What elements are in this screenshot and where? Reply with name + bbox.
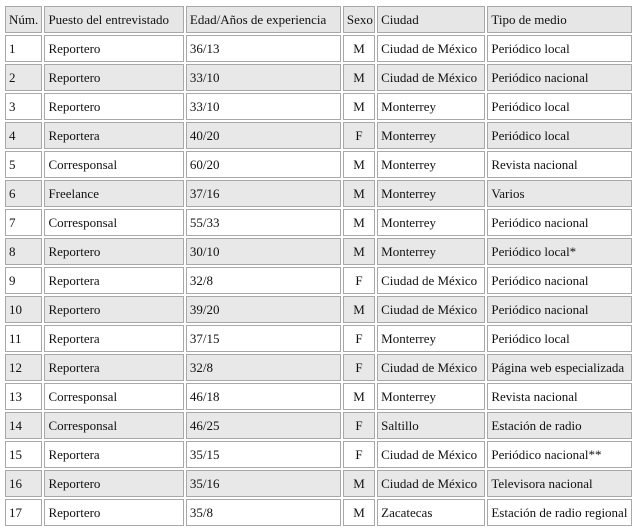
cell-puesto: Reportera — [44, 441, 183, 468]
cell-edad: 35/8 — [186, 499, 341, 526]
cell-tipo: Revista nacional — [487, 151, 632, 178]
cell-tipo: Estación de radio regional — [487, 499, 632, 526]
cell-tipo: Periódico local — [487, 93, 632, 120]
header-num: Núm. — [5, 6, 42, 33]
header-tipo: Tipo de medio — [487, 6, 632, 33]
cell-ciudad: Ciudad de México — [377, 470, 485, 497]
table-row — [5, 383, 632, 410]
table-row — [5, 151, 632, 178]
cell-sexo: M — [343, 180, 375, 207]
cell-num: 1 — [5, 35, 42, 62]
header-puesto: Puesto del entrevistado — [44, 6, 183, 33]
cell-edad: 36/13 — [186, 35, 341, 62]
cell-edad: 46/18 — [186, 383, 341, 410]
cell-num: 16 — [5, 470, 42, 497]
cell-ciudad: Ciudad de México — [377, 267, 485, 294]
cell-edad: 35/16 — [186, 470, 341, 497]
cell-tipo: Página web especializada — [487, 354, 632, 381]
cell-num: 8 — [5, 238, 42, 265]
cell-num: 12 — [5, 354, 42, 381]
cell-ciudad: Zacatecas — [377, 499, 485, 526]
table-row — [5, 209, 632, 236]
cell-num: 2 — [5, 64, 42, 91]
cell-sexo: M — [343, 209, 375, 236]
table-row — [5, 180, 632, 207]
cell-puesto: Reportera — [44, 267, 183, 294]
cell-edad: 40/20 — [186, 122, 341, 149]
cell-ciudad: Monterrey — [377, 151, 485, 178]
table-row — [5, 354, 632, 381]
table-row — [5, 412, 632, 439]
cell-sexo: M — [343, 93, 375, 120]
cell-num: 5 — [5, 151, 42, 178]
cell-puesto: Reportero — [44, 296, 183, 323]
cell-tipo: Periódico nacional — [487, 267, 632, 294]
cell-num: 13 — [5, 383, 42, 410]
cell-sexo: F — [343, 412, 375, 439]
cell-ciudad: Monterrey — [377, 93, 485, 120]
cell-edad: 55/33 — [186, 209, 341, 236]
cell-puesto: Reportera — [44, 122, 183, 149]
cell-sexo: M — [343, 64, 375, 91]
cell-ciudad: Ciudad de México — [377, 35, 485, 62]
table-container — [3, 4, 634, 528]
cell-puesto: Corresponsal — [44, 209, 183, 236]
cell-tipo: Revista nacional — [487, 383, 632, 410]
cell-num: 11 — [5, 325, 42, 352]
table-row — [5, 93, 632, 120]
cell-num: 15 — [5, 441, 42, 468]
header-row — [5, 6, 632, 33]
cell-sexo: M — [343, 383, 375, 410]
cell-sexo: F — [343, 441, 375, 468]
cell-num: 9 — [5, 267, 42, 294]
cell-sexo: M — [343, 35, 375, 62]
header-ciudad: Ciudad — [377, 6, 485, 33]
cell-sexo: M — [343, 238, 375, 265]
cell-puesto: Reportero — [44, 64, 183, 91]
cell-num: 14 — [5, 412, 42, 439]
cell-num: 10 — [5, 296, 42, 323]
table-row — [5, 267, 632, 294]
cell-sexo: F — [343, 122, 375, 149]
cell-edad: 35/15 — [186, 441, 341, 468]
cell-edad: 39/20 — [186, 296, 341, 323]
cell-tipo: Televisora nacional — [487, 470, 632, 497]
cell-puesto: Reportero — [44, 35, 183, 62]
cell-tipo: Periódico local — [487, 35, 632, 62]
cell-sexo: F — [343, 267, 375, 294]
table-header — [5, 6, 632, 33]
cell-edad: 32/8 — [186, 267, 341, 294]
cell-edad: 33/10 — [186, 93, 341, 120]
cell-edad: 46/25 — [186, 412, 341, 439]
table-row — [5, 122, 632, 149]
cell-num: 4 — [5, 122, 42, 149]
cell-puesto: Reportero — [44, 93, 183, 120]
table-row — [5, 325, 632, 352]
table-row — [5, 64, 632, 91]
table-body — [5, 35, 632, 526]
table-row — [5, 470, 632, 497]
cell-num: 7 — [5, 209, 42, 236]
cell-num: 6 — [5, 180, 42, 207]
cell-ciudad: Monterrey — [377, 325, 485, 352]
cell-num: 17 — [5, 499, 42, 526]
cell-tipo: Periódico nacional** — [487, 441, 632, 468]
cell-ciudad: Saltillo — [377, 412, 485, 439]
cell-tipo: Varios — [487, 180, 632, 207]
table-row — [5, 441, 632, 468]
cell-ciudad: Ciudad de México — [377, 441, 485, 468]
cell-tipo: Periódico nacional — [487, 209, 632, 236]
table-row — [5, 35, 632, 62]
header-sexo: Sexo — [343, 6, 375, 33]
table-row — [5, 296, 632, 323]
cell-edad: 33/10 — [186, 64, 341, 91]
cell-puesto: Reportera — [44, 325, 183, 352]
cell-puesto: Reportera — [44, 354, 183, 381]
cell-sexo: M — [343, 470, 375, 497]
cell-edad: 32/8 — [186, 354, 341, 381]
cell-ciudad: Ciudad de México — [377, 64, 485, 91]
cell-puesto: Reportero — [44, 499, 183, 526]
cell-edad: 37/15 — [186, 325, 341, 352]
cell-sexo: F — [343, 354, 375, 381]
cell-ciudad: Monterrey — [377, 122, 485, 149]
cell-edad: 37/16 — [186, 180, 341, 207]
cell-puesto: Reportero — [44, 238, 183, 265]
cell-tipo: Periódico nacional — [487, 296, 632, 323]
cell-sexo: M — [343, 499, 375, 526]
cell-tipo: Estación de radio — [487, 412, 632, 439]
cell-ciudad: Monterrey — [377, 180, 485, 207]
cell-ciudad: Monterrey — [377, 209, 485, 236]
interviewees-table — [3, 4, 634, 528]
cell-num: 3 — [5, 93, 42, 120]
cell-tipo: Periódico local* — [487, 238, 632, 265]
cell-puesto: Corresponsal — [44, 151, 183, 178]
cell-puesto: Freelance — [44, 180, 183, 207]
cell-puesto: Corresponsal — [44, 383, 183, 410]
cell-sexo: M — [343, 296, 375, 323]
table-row — [5, 238, 632, 265]
table-row — [5, 499, 632, 526]
cell-ciudad: Ciudad de México — [377, 354, 485, 381]
cell-ciudad: Ciudad de México — [377, 296, 485, 323]
cell-ciudad: Monterrey — [377, 383, 485, 410]
cell-sexo: F — [343, 325, 375, 352]
cell-ciudad: Monterrey — [377, 238, 485, 265]
cell-sexo: M — [343, 151, 375, 178]
cell-edad: 60/20 — [186, 151, 341, 178]
header-edad: Edad/Años de experiencia — [186, 6, 341, 33]
cell-puesto: Reportero — [44, 470, 183, 497]
cell-tipo: Periódico local — [487, 325, 632, 352]
cell-puesto: Corresponsal — [44, 412, 183, 439]
cell-edad: 30/10 — [186, 238, 341, 265]
cell-tipo: Periódico nacional — [487, 64, 632, 91]
cell-tipo: Periódico local — [487, 122, 632, 149]
